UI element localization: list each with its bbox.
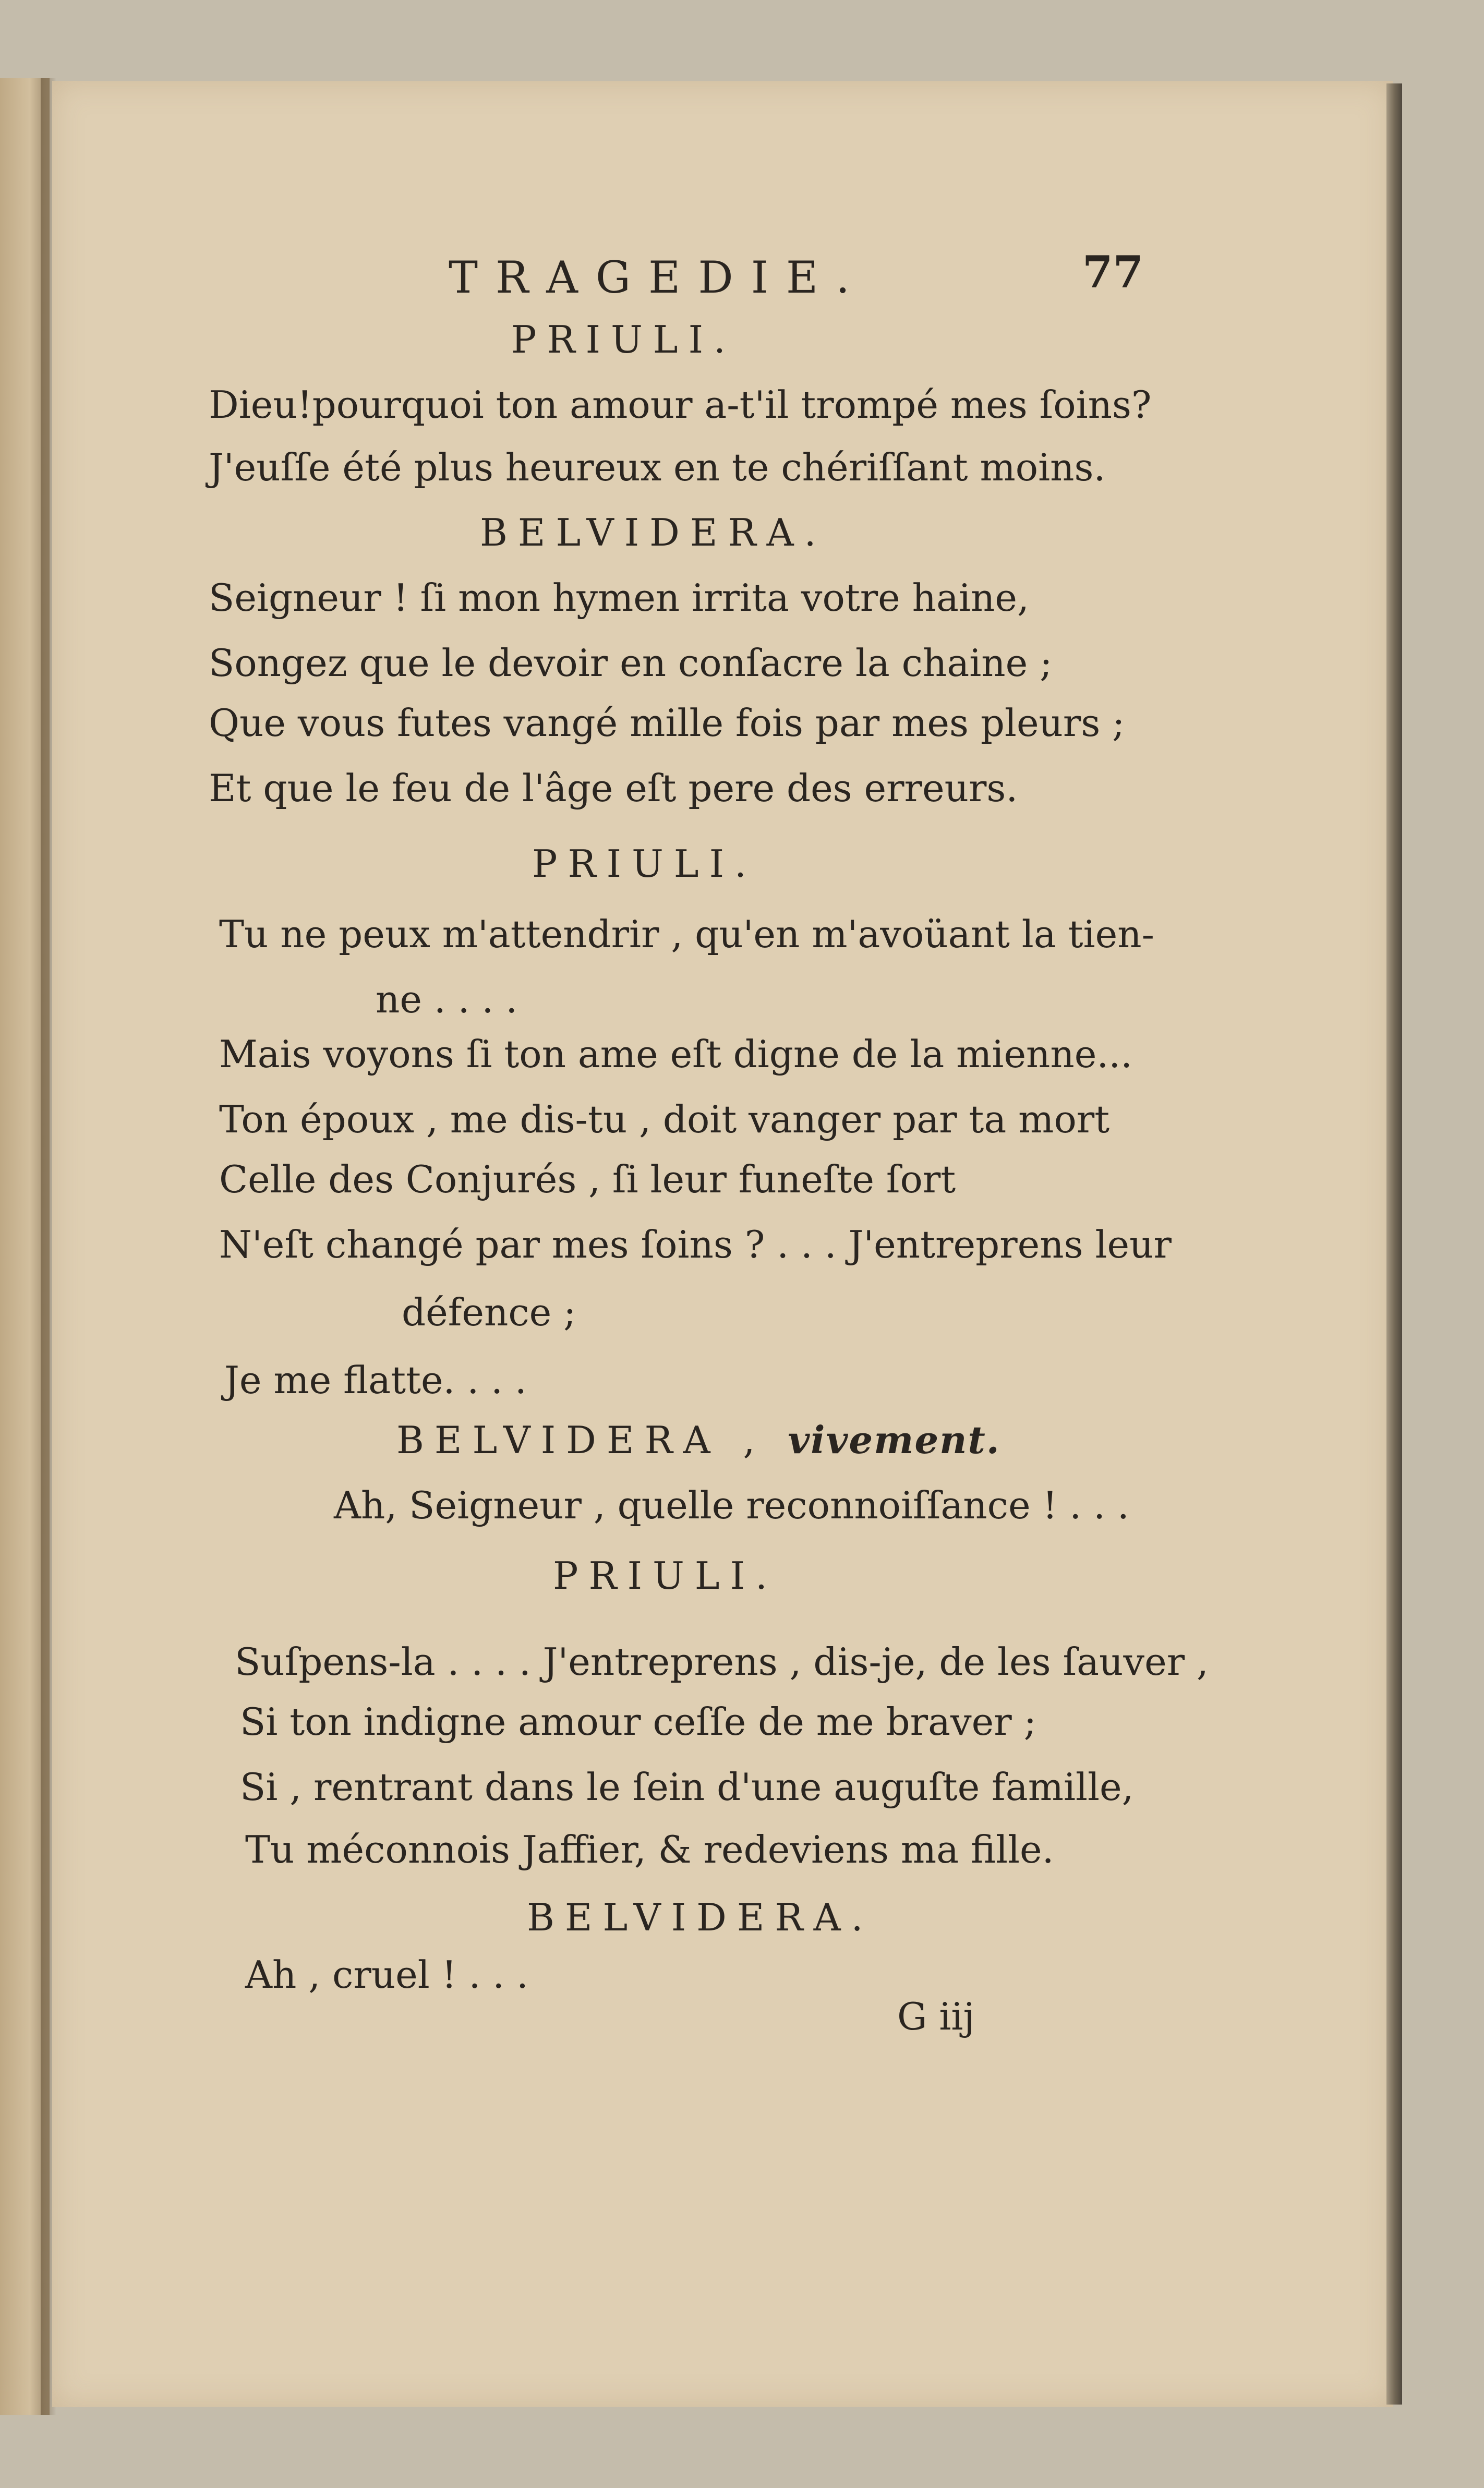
verse-line: Ton époux , me dis-tu , doit vanger par ta mort <box>219 1097 1110 1141</box>
speaker-name: PRIULI. <box>511 318 736 361</box>
speaker-name: PRIULI. <box>532 842 757 886</box>
verse-line: Si ton indigne amour ceſſe de me braver ; <box>240 1700 1036 1744</box>
verse-line: Songez que le devoir en conſacre la chaine ; <box>209 641 1053 685</box>
verse-line: Celle des Conjurés , ſi leur funeſte ſort <box>219 1157 956 1201</box>
verse-line: Ah, Seigneur , quelle reconnoiſſance ! . . . <box>334 1483 1129 1527</box>
verse-line: Dieu!pourquoi ton amour a-t'il trompé mes ſoins? <box>209 383 1152 427</box>
verse-line: Ah , cruel ! . . . <box>245 1953 528 1997</box>
page-number: 77 <box>1082 246 1143 298</box>
verse-line: défence ; <box>402 1290 576 1334</box>
verse-line: Je me flatte. . . . <box>224 1358 527 1402</box>
stage-direction: vivement. <box>788 1418 1000 1462</box>
speaker-name: PRIULI. <box>553 1554 778 1598</box>
running-title: TRAGEDIE. <box>449 252 867 303</box>
verse-line: Tu ne peux m'attendrir , qu'en m'avoüant la tien- <box>219 912 1154 956</box>
speaker-name: BELVIDERA. <box>480 511 827 554</box>
verse-line: Que vous futes vangé mille fois par mes pleurs ; <box>209 701 1125 745</box>
verse-line: N'eſt changé par mes ſoins ? . . . J'entreprens leur <box>219 1223 1172 1266</box>
speaker-label: BELVIDERA , <box>396 1418 766 1462</box>
signature-mark: G iij <box>897 1995 975 2038</box>
verse-line: ne . . . . <box>376 977 518 1021</box>
verse-line: Suſpens-la . . . . J'entreprens , dis-je, de les ſauver , <box>235 1640 1209 1684</box>
verse-line: Mais voyons ſi ton ame eſt digne de la mienne... <box>219 1032 1133 1076</box>
speaker-name: BELVIDERA. <box>527 1895 874 1939</box>
verse-line: Tu méconnois Jaffier, & redeviens ma fille. <box>245 1828 1054 1871</box>
verse-line: Seigneur ! ſi mon hymen irrita votre haine, <box>209 576 1029 620</box>
speaker-name <box>396 1418 1000 1462</box>
verse-line: Et que le feu de l'âge eſt pere des erreurs. <box>209 766 1018 810</box>
page-edge <box>1386 83 1402 2405</box>
verse-line: Si , rentrant dans le ſein d'une auguſte famille, <box>240 1765 1134 1809</box>
verse-line: J'euſſe été plus heureux en te chériſſant moins. <box>209 445 1106 489</box>
